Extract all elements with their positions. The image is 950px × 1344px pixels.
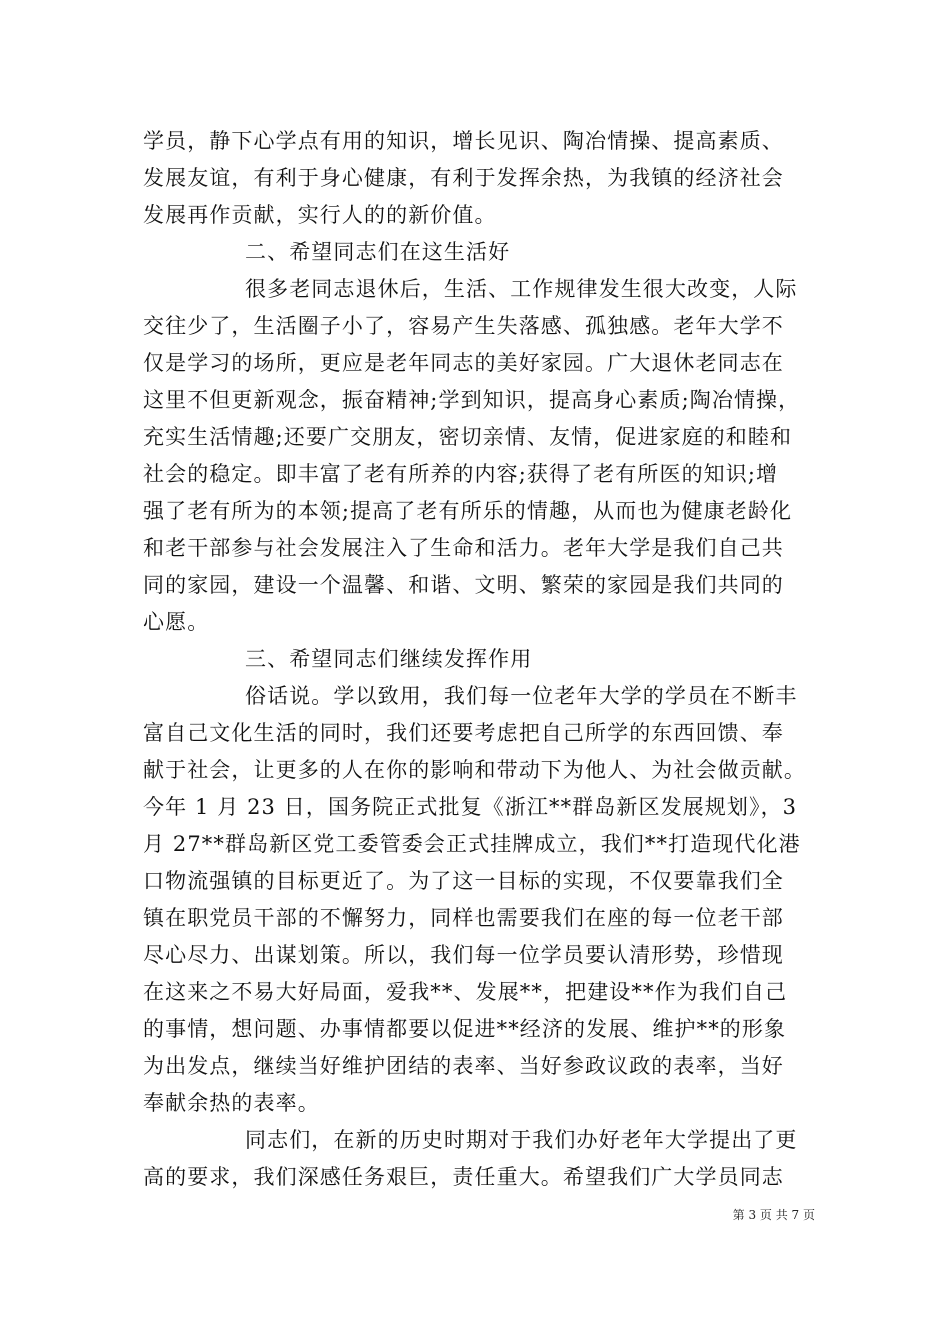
text-line: 高的要求，我们深感任务艰巨，责任重大。希望我们广大学员同志 (143, 1165, 784, 1189)
text-line: 献于社会，让更多的人在你的影响和带动下为他人、为社会做贡献。 (143, 758, 806, 782)
text-line: 发展友谊，有利于身心健康，有利于发挥余热，为我镇的经济社会 (143, 166, 784, 190)
text-line: 社会的稳定。即丰富了老有所养的内容;获得了老有所医的知识;增 (143, 462, 779, 486)
text-line: 发展再作贡献，实行人的的新价值。 (143, 203, 497, 227)
text-line: 为出发点，继续当好维护团结的表率、当好参政议政的表率，当好 (143, 1054, 784, 1078)
text-line: 今年 1 月 23 日，国务院正式批复《浙江**群岛新区发展规划》，3 (143, 795, 798, 819)
section-heading: 三、希望同志们继续发挥作用 (245, 647, 533, 671)
text-line: 同的家园，建设一个温馨、和谐、文明、繁荣的家园是我们共同的 (143, 573, 784, 597)
page-indicator: 第 3 页 共 7 页 (732, 1208, 815, 1222)
text-line: 仅是学习的场所，更应是老年同志的美好家园。广大退休老同志在 (143, 351, 784, 375)
text-line: 俗话说。学以致用，我们每一位老年大学的学员在不断丰 (245, 684, 798, 708)
text-line: 镇在职党员干部的不懈努力，同样也需要我们在座的每一位老干部 (143, 906, 784, 930)
text-line: 的事情，想问题、办事情都要以促进**经济的发展、维护**的形象 (143, 1017, 787, 1041)
text-line: 富自己文化生活的同时，我们还要考虑把自己所学的东西回馈、奉 (143, 721, 784, 745)
text-line: 学员，静下心学点有用的知识，增长见识、陶冶情操、提高素质、 (143, 129, 784, 153)
text-line: 强了老有所为的本领;提高了老有所乐的情趣，从而也为健康老龄化 (143, 499, 793, 523)
text-line: 交往少了，生活圈子小了，容易产生失落感、孤独感。老年大学不 (143, 314, 784, 338)
text-line: 充实生活情趣;还要广交朋友，密切亲情、友情，促进家庭的和睦和 (143, 425, 793, 449)
text-line: 很多老同志退休后，生活、工作规律发生很大改变，人际 (245, 277, 798, 301)
text-line: 和老干部参与社会发展注入了生命和活力。老年大学是我们自己共 (143, 536, 784, 560)
text-line: 月 27**群岛新区党工委管委会正式挂牌成立，我们**打造现代化港 (143, 832, 801, 856)
text-line: 心愿。 (143, 610, 210, 634)
text-line: 这里不但更新观念，振奋精神;学到知识，提高身心素质;陶冶情操， (143, 388, 801, 412)
text-line: 尽心尽力、出谋划策。所以，我们每一位学员要认清形势，珍惜现 (143, 943, 784, 967)
text-line: 奉献余热的表率。 (143, 1091, 320, 1115)
text-line: 同志们，在新的历史时期对于我们办好老年大学提出了更 (245, 1128, 798, 1152)
text-line: 口物流强镇的目标更近了。为了这一目标的实现，不仅要靠我们全 (143, 869, 784, 893)
text-line: 在这来之不易大好局面，爱我**、发展**，把建设**作为我们自己 (143, 980, 788, 1004)
section-heading: 二、希望同志们在这生活好 (245, 240, 511, 264)
